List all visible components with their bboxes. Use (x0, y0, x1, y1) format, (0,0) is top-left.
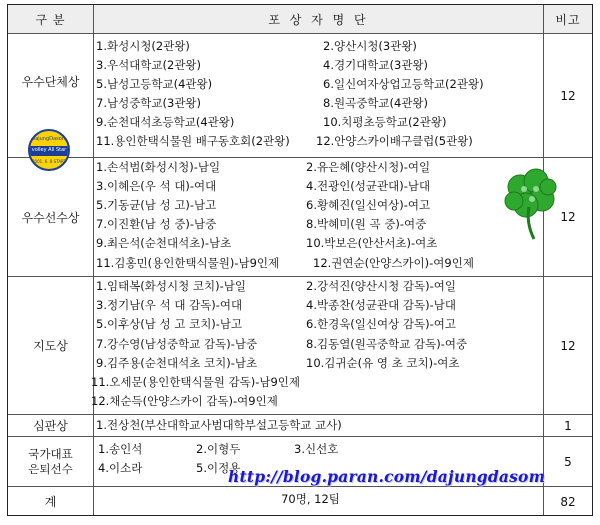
remark-player-award: 12 (560, 210, 576, 224)
list-item: 9.최은석(순천대석초)-남초 (96, 236, 232, 250)
list-item: 4.경기대학교(3관왕) (323, 58, 429, 72)
list-item: 11.용인한택식물원 배구동호회(2관왕) (96, 134, 290, 148)
list-item: 12.안양스카이배구클럽(5관왕) (316, 134, 473, 148)
header-list: 포 상 자 명 단 (94, 5, 543, 33)
column-divider (93, 5, 94, 515)
list-item: 4.이소라 (98, 461, 143, 475)
remark-team-award: 12 (560, 88, 576, 103)
header-category: 구 분 (8, 5, 93, 33)
list-item: 1.전상천(부산대학교사범대학부설고등학교 교사) (96, 418, 342, 432)
total-summary: 70명, 12팀 (281, 491, 340, 506)
list-item: 7.강수영(남성중학교 감독)-남중 (96, 337, 258, 351)
remark-referee-award: 1 (564, 418, 572, 433)
list-item: 10.치평초등학교(2관왕) (323, 115, 447, 129)
list-item: 6.일신여자상업고등학교(2관왕) (323, 77, 484, 91)
list-item: 3.신선호 (294, 442, 339, 456)
header-remark: 비고 (544, 5, 592, 33)
list-item: 3.정기남(우 석 대 감독)-여대 (96, 298, 243, 312)
category-player-award: 우수선수상 (21, 210, 80, 225)
list-item: 5.남성고등학교(4관왕) (96, 77, 213, 91)
row-divider (8, 157, 592, 158)
list-item: 8.원곡중학교(4관왕) (323, 96, 429, 110)
list-item: 1.화성시청(2관왕) (96, 39, 190, 53)
category-referee-award: 심판상 (33, 419, 68, 433)
list-item: 1.임태복(화성시청 코치)-남일 (96, 279, 246, 293)
list-item: 3.우석대학교(2관왕) (96, 58, 202, 72)
logo-bottom-text: 2001. 6. 8 START (32, 159, 66, 164)
list-item: 6.한경욱(일신여상 감독)-여고 (306, 317, 456, 331)
list-item: 6.황혜진(일신여상)-여고 (306, 198, 431, 212)
list-item: 10.박보은(안산서초)-여초 (306, 236, 438, 250)
award-table (7, 4, 593, 516)
list-item: 5.이후상(남 성 고 코치)-남고 (96, 317, 243, 331)
list-item: 8.김동열(원곡중학교 감독)-여중 (306, 337, 468, 351)
row-divider (8, 33, 592, 34)
list-item: 1.손석범(화성시청)-남일 (96, 160, 221, 174)
row-divider (8, 436, 592, 437)
remark-coach-award: 12 (560, 338, 576, 353)
row-divider (8, 276, 592, 277)
list-item: 3.이혜은(우 석 대)-여대 (96, 179, 217, 193)
list-item: 2.강석진(양산시청 감독)-여일 (306, 279, 456, 293)
row-divider (8, 414, 592, 415)
list-item: 11.김홍민(용인한택식물원)-남9인제 (96, 256, 280, 270)
category-total: 계 (44, 495, 57, 509)
logo-band-text: volley All Star (31, 147, 67, 153)
category-coach-award: 지도상 (33, 339, 68, 353)
clover-icon (496, 165, 566, 245)
list-item: 10.김귀순(유 영 초 코치)-여초 (306, 356, 460, 370)
list-item: 1.송인석 (98, 442, 143, 456)
category-team-award: 우수단체상 (21, 75, 80, 89)
list-item: 7.이진환(남 성 중)-남중 (96, 217, 217, 231)
list-item: 2.양산시청(3관왕) (323, 39, 417, 53)
logo-top-text: DajungDasom (31, 136, 67, 142)
blog-url-watermark: http://blog.paran.com/dajungdasom (228, 467, 546, 486)
list-item: 8.박혜미(원 곡 중)-여중 (306, 217, 427, 231)
remark-retired-national-player: 5 (564, 454, 572, 469)
category-retired-national-player: 국가대표 은퇴선수 (28, 446, 73, 476)
list-item: 11.오세문(용인한택식물원 감독)-남9인제 (91, 375, 301, 389)
list-item: 12.권연순(안양스카이)-여9인제 (313, 256, 474, 270)
list-item: 4.전광인(성균관대)-남대 (306, 179, 431, 193)
list-item: 2.이형두 (196, 442, 241, 456)
list-item: 4.박종찬(성균관대 감독)-남대 (306, 298, 456, 312)
list-item: 5.기동균(남 성 고)-남고 (96, 198, 217, 212)
list-item: 2.유은혜(양산시청)-여일 (306, 160, 431, 174)
list-item: 5.이정용 (196, 461, 241, 475)
list-item: 12.채순득(안양스카이 감독)-여9인제 (91, 394, 278, 408)
list-item: 7.남성중학교(3관왕) (96, 96, 202, 110)
list-item: 9.김주용(순천대석초 코치)-남초 (96, 356, 258, 370)
list-item: 9.순천대석초등학교(4관왕) (96, 115, 235, 129)
remark-total: 82 (560, 494, 576, 509)
